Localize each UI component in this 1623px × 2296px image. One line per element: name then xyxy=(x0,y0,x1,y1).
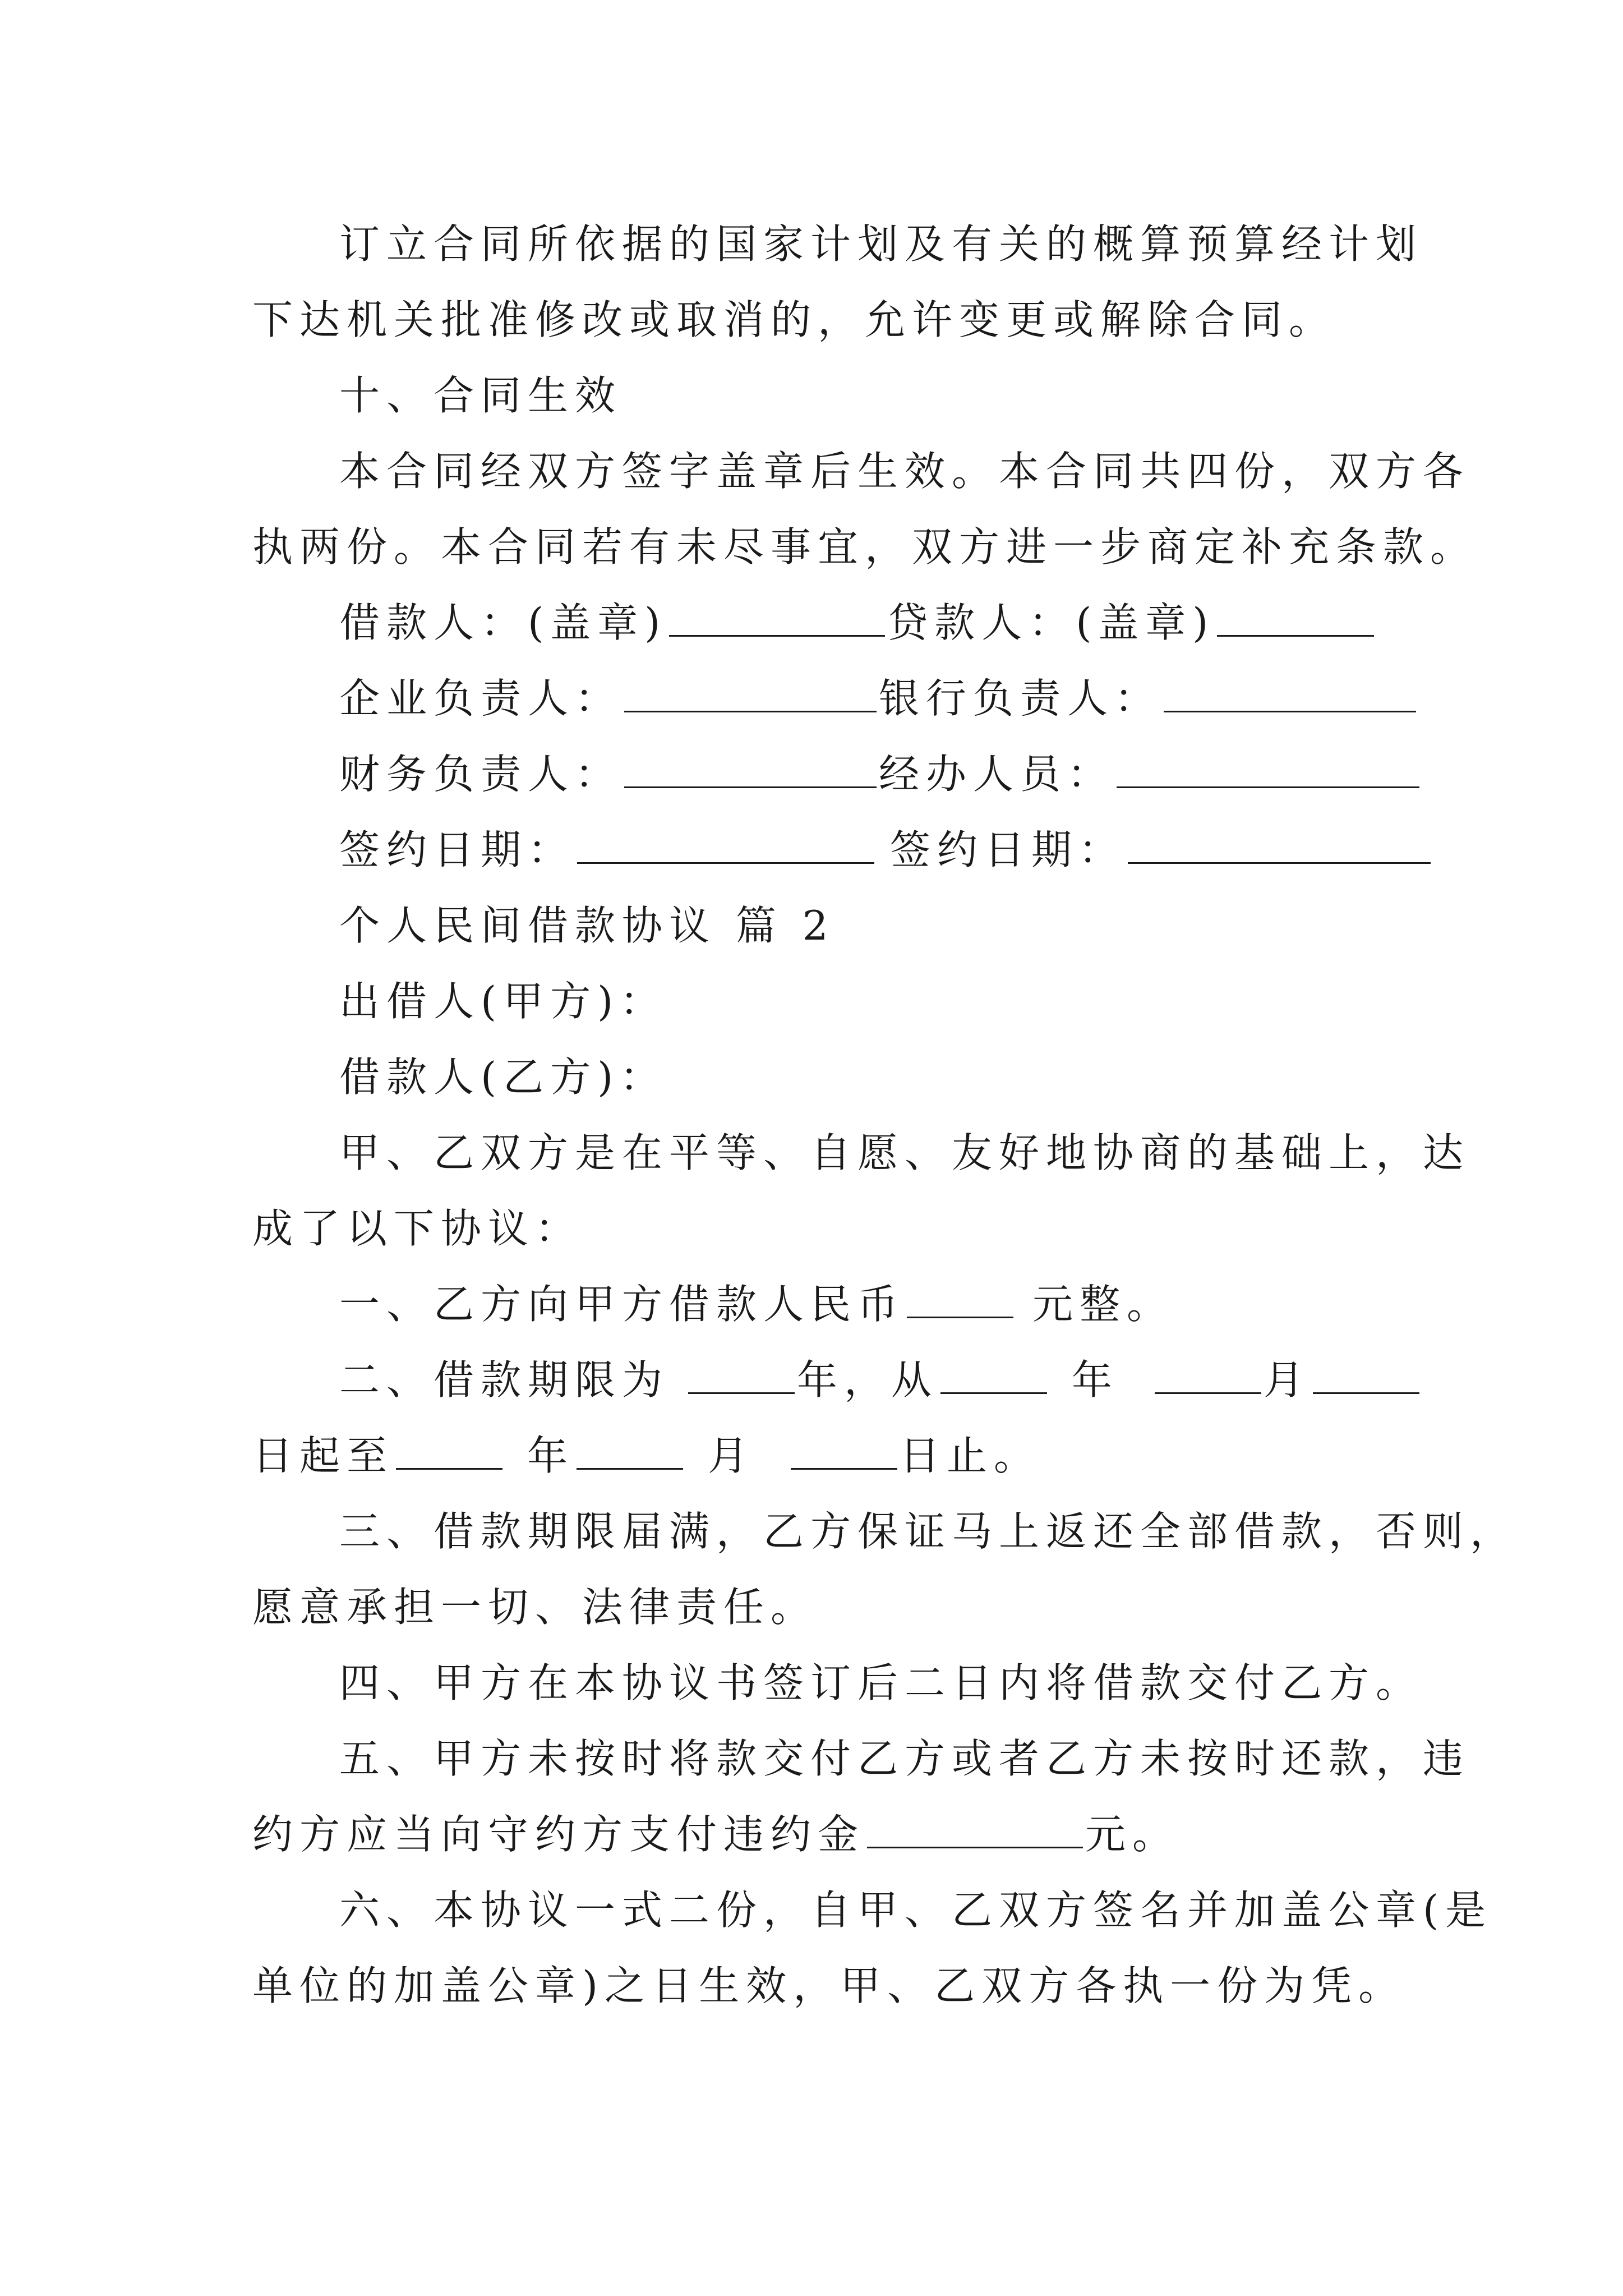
blank-line xyxy=(624,671,877,712)
para-text: 愿意承担一切、法律责任。 xyxy=(252,1584,818,1631)
blank-line xyxy=(688,1353,795,1394)
clause-5-cont xyxy=(252,1806,1402,1862)
para-text: 三、借款期限届满，乙方保证马上返还全部借款，否则， xyxy=(339,1508,1518,1555)
para-text: 六、本协议一式二份，自甲、乙双方签名并加盖公章(是 xyxy=(339,1887,1493,1934)
signature-row xyxy=(339,595,1489,651)
party-b-label: 借款人(乙方)： xyxy=(339,1053,667,1101)
clause-text: 年 xyxy=(527,1432,575,1479)
blank-line xyxy=(940,1353,1047,1394)
blank-line xyxy=(1155,1353,1261,1394)
blank-line xyxy=(1128,823,1431,864)
enterprise-head-label: 企业负责人： xyxy=(339,675,623,722)
clause-text: 日起至 xyxy=(252,1432,394,1479)
signature-row xyxy=(339,670,1489,726)
clause-text: 日止。 xyxy=(900,1432,1041,1479)
blank-line xyxy=(577,823,874,864)
blank-line xyxy=(577,1429,683,1470)
party-a-label: 出借人(甲方)： xyxy=(339,978,667,1025)
para-text: 本合同经双方签字盖章后生效。本合同共四份，双方各 xyxy=(339,448,1470,495)
clause-text: 月 xyxy=(708,1432,755,1479)
blank-line xyxy=(1117,747,1419,788)
blank-line xyxy=(1217,596,1374,637)
clause-text: 元整。 xyxy=(1032,1281,1174,1328)
clause-text: 月 xyxy=(1264,1356,1311,1404)
clause-4: 四、甲方在本协议书签订后二日内将借款交付乙方。 xyxy=(339,1659,1423,1706)
sign-date-label: 签约日期： xyxy=(339,826,575,873)
sign-date-label: 签约日期： xyxy=(890,826,1126,873)
para-text: 下达机关批准修改或取消的，允许变更或解除合同。 xyxy=(252,296,1336,343)
bank-head-label: 银行负责人： xyxy=(879,675,1162,722)
clause-text: 年 xyxy=(1072,1356,1119,1404)
blank-line xyxy=(396,1429,502,1470)
clause-2 xyxy=(339,1352,1489,1408)
clause-1 xyxy=(339,1276,1489,1332)
para-text: 单位的加盖公章)之日生效，甲、乙双方各执一份为凭。 xyxy=(252,1962,1406,2009)
clause-2-cont xyxy=(252,1428,1402,1484)
para-text: 订立合同所依据的国家计划及有关的概算预算经计划 xyxy=(339,220,1423,268)
section-heading: 十、合同生效 xyxy=(339,372,623,419)
signature-row xyxy=(339,822,1489,878)
lender-label: 贷款人：(盖章) xyxy=(887,599,1215,646)
finance-head-label: 财务负责人： xyxy=(339,751,623,798)
blank-line xyxy=(1313,1353,1419,1394)
blank-line xyxy=(867,1807,1083,1848)
clause-text: 年，从 xyxy=(797,1356,939,1404)
blank-line xyxy=(624,747,877,788)
clause-text: 一、乙方向甲方借款人民币 xyxy=(339,1281,905,1328)
clause-text: 元。 xyxy=(1085,1811,1180,1858)
blank-line xyxy=(791,1429,897,1470)
clause-text: 二、借款期限为 xyxy=(339,1356,670,1404)
handler-label: 经办人员： xyxy=(879,751,1115,798)
blank-line xyxy=(669,596,885,637)
para-text: 执两份。本合同若有未尽事宜，双方进一步商定补充条款。 xyxy=(252,523,1478,570)
clause-text: 约方应当向守约方支付违约金 xyxy=(252,1811,865,1858)
blank-line xyxy=(907,1277,1013,1318)
blank-line xyxy=(1164,671,1416,712)
para-text: 成了以下协议： xyxy=(252,1205,583,1252)
agreement-title: 个人民间借款协议 篇 2 xyxy=(339,902,835,949)
signature-row xyxy=(339,746,1489,802)
para-text: 甲、乙双方是在平等、自愿、友好地协商的基础上，达 xyxy=(339,1129,1470,1176)
borrower-label: 借款人：(盖章) xyxy=(339,599,667,646)
para-text: 五、甲方未按时将款交付乙方或者乙方未按时还款，违 xyxy=(339,1735,1470,1782)
